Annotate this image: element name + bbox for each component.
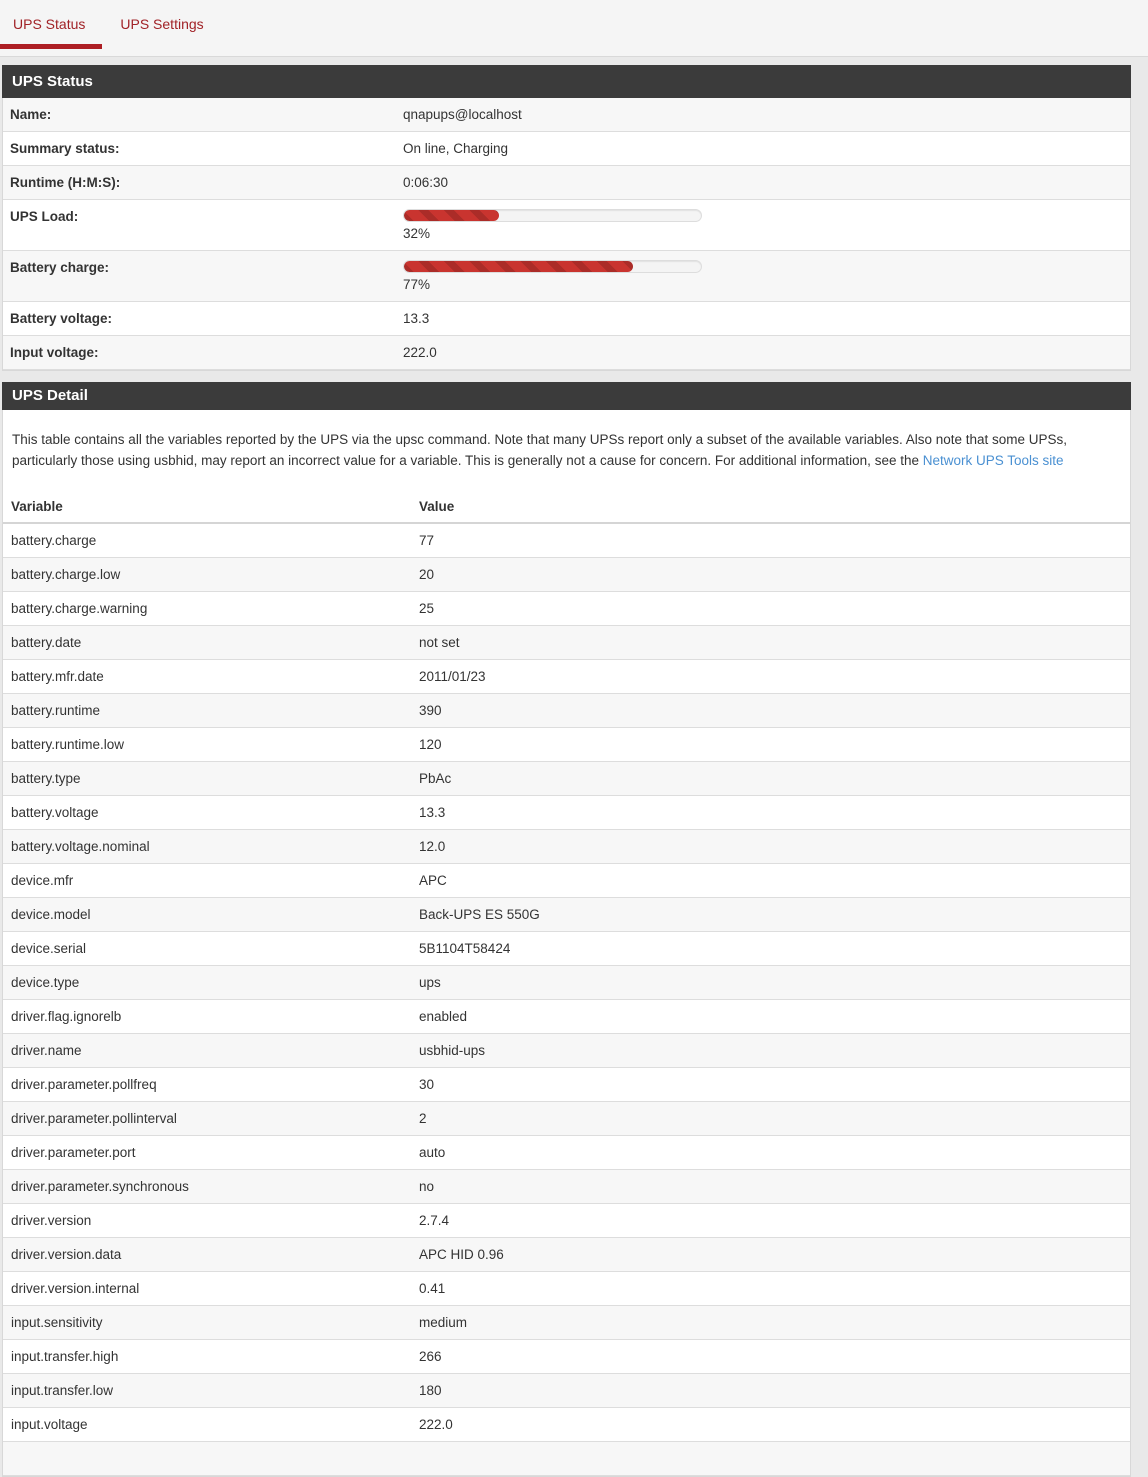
value-cell: 12.0 (411, 830, 1130, 864)
variable-cell: battery.date (3, 626, 411, 660)
variable-cell: battery.charge.warning (3, 592, 411, 626)
value-cell: 222.0 (411, 1408, 1130, 1442)
variable-cell: battery.runtime.low (3, 728, 411, 762)
value-cell: PbAc (411, 762, 1130, 796)
status-row-label: UPS Load: (10, 209, 79, 224)
table-row (3, 728, 1130, 762)
value-cell: 120 (411, 728, 1130, 762)
tab-bar (0, 0, 1148, 57)
status-row (3, 302, 1130, 336)
tab-ups-settings[interactable]: UPS Settings (120, 16, 204, 32)
variable-cell: driver.flag.ignorelb (3, 1000, 411, 1034)
value-cell: ups (411, 966, 1130, 1000)
value-cell: no (411, 1170, 1130, 1204)
table-row (3, 1306, 1130, 1340)
variable-cell: driver.version.data (3, 1238, 411, 1272)
table-row (3, 626, 1130, 660)
variable-cell: driver.version (3, 1204, 411, 1238)
variable-cell: input.sensitivity (3, 1306, 411, 1340)
progress-bar-fill (404, 210, 499, 221)
table-row (3, 1136, 1130, 1170)
value-cell: 390 (411, 694, 1130, 728)
variable-cell: input.transfer.high (3, 1340, 411, 1374)
value-cell: 2 (411, 1102, 1130, 1136)
value-cell: medium (411, 1306, 1130, 1340)
status-row-value: qnapups@localhost (403, 107, 522, 122)
page-content (2, 65, 1131, 1477)
variable-cell: battery.voltage.nominal (3, 830, 411, 864)
variable-cell: device.serial (3, 932, 411, 966)
table-row (3, 830, 1130, 864)
value-cell: APC HID 0.96 (411, 1238, 1130, 1272)
variable-cell: driver.parameter.pollfreq (3, 1068, 411, 1102)
table-header-row (3, 491, 1130, 523)
variable-cell: battery.mfr.date (3, 660, 411, 694)
variable-cell: driver.parameter.pollinterval (3, 1102, 411, 1136)
table-row (3, 1238, 1130, 1272)
value-cell (411, 1442, 1130, 1476)
variable-cell: battery.runtime (3, 694, 411, 728)
variable-cell: battery.voltage (3, 796, 411, 830)
table-row (3, 1408, 1130, 1442)
variable-cell: driver.parameter.synchronous (3, 1170, 411, 1204)
table-row (3, 796, 1130, 830)
status-row-label: Battery charge: (10, 260, 110, 275)
value-cell: Back-UPS ES 550G (411, 898, 1130, 932)
variable-column-header: Variable (3, 491, 411, 523)
variable-cell: input.voltage (3, 1408, 411, 1442)
network-ups-tools-link[interactable]: Network UPS Tools site (922, 453, 1064, 468)
table-row (3, 898, 1130, 932)
status-row (3, 166, 1130, 200)
variable-cell: driver.parameter.port (3, 1136, 411, 1170)
variable-cell: battery.type (3, 762, 411, 796)
status-row-value: 0:06:30 (403, 175, 449, 190)
status-row (3, 336, 1130, 370)
table-row (3, 864, 1130, 898)
variable-cell: battery.charge (3, 523, 411, 558)
variable-cell: input.transfer.low (3, 1374, 411, 1408)
value-cell: 25 (411, 592, 1130, 626)
progress-percent-label: 77% (403, 277, 431, 292)
progress-bar-fill (404, 261, 633, 272)
status-row-label: Input voltage: (10, 345, 99, 360)
status-row-label: Runtime (H:M:S): (10, 175, 121, 190)
table-row (3, 660, 1130, 694)
value-cell: 77 (411, 523, 1130, 558)
ups-status-panel (2, 65, 1131, 371)
ups-detail-description (3, 410, 1130, 491)
value-cell: auto (411, 1136, 1130, 1170)
value-cell: 13.3 (411, 796, 1130, 830)
table-row (3, 592, 1130, 626)
ups-status-rows (2, 98, 1131, 371)
value-cell: APC (411, 864, 1130, 898)
status-row (3, 132, 1130, 166)
table-row (3, 1374, 1130, 1408)
variable-cell: driver.version.internal (3, 1272, 411, 1306)
table-row (3, 558, 1130, 592)
value-cell: 266 (411, 1340, 1130, 1374)
status-row (3, 200, 1130, 251)
ups-detail-body (2, 410, 1131, 1477)
value-cell: 30 (411, 1068, 1130, 1102)
table-row-partial (3, 1442, 1130, 1476)
ups-status-panel-title: UPS Status (2, 65, 1131, 98)
value-cell: 2.7.4 (411, 1204, 1130, 1238)
table-row (3, 1034, 1130, 1068)
table-row (3, 1102, 1130, 1136)
status-row-value: 13.3 (403, 311, 430, 326)
table-row (3, 1170, 1130, 1204)
variable-cell: device.type (3, 966, 411, 1000)
value-cell: 180 (411, 1374, 1130, 1408)
value-cell: usbhid-ups (411, 1034, 1130, 1068)
ups-detail-description-text: This table contains all the variables reported by the UPS via the upsc command. Note that many UPSs report only a subset of the available variables. Also note that some UPSs, particularly those using usbhid, may report an incorrect value for a variable. This is generally not a cause for concern. For additional information, see the (12, 432, 1068, 468)
status-row-label: Summary status: (10, 141, 120, 156)
table-row (3, 1068, 1130, 1102)
tab-ups-status[interactable]: UPS Status (0, 14, 102, 57)
value-cell: 2011/01/23 (411, 660, 1130, 694)
status-row-value (403, 200, 1130, 250)
variable-cell: device.model (3, 898, 411, 932)
ups-detail-panel (2, 382, 1131, 1477)
value-cell: not set (411, 626, 1130, 660)
table-row (3, 932, 1130, 966)
variable-cell: battery.charge.low (3, 558, 411, 592)
progress-percent-label: 32% (403, 226, 431, 241)
progress-bar-track (403, 260, 702, 273)
variable-cell: driver.name (3, 1034, 411, 1068)
table-row (3, 1272, 1130, 1306)
table-row (3, 762, 1130, 796)
ups-variables-table-body (3, 523, 1130, 1476)
table-row (3, 1000, 1130, 1034)
value-cell: 5B1104T58424 (411, 932, 1130, 966)
status-row (3, 98, 1130, 132)
status-row-value: On line, Charging (403, 141, 509, 156)
table-row (3, 966, 1130, 1000)
status-row (3, 251, 1130, 302)
value-column-header: Value (411, 491, 1130, 523)
table-row (3, 694, 1130, 728)
ups-detail-panel-title: UPS Detail (2, 382, 1131, 410)
table-row (3, 523, 1130, 558)
table-row (3, 1204, 1130, 1238)
progress-bar-track (403, 209, 702, 222)
value-cell: enabled (411, 1000, 1130, 1034)
value-cell: 20 (411, 558, 1130, 592)
status-row-value (403, 251, 1130, 301)
variable-cell (3, 1442, 411, 1476)
ups-variables-table (3, 491, 1130, 1476)
status-row-label: Battery voltage: (10, 311, 113, 326)
status-row-value: 222.0 (403, 345, 437, 360)
status-row-label: Name: (10, 107, 52, 122)
value-cell: 0.41 (411, 1272, 1130, 1306)
table-row (3, 1340, 1130, 1374)
variable-cell: device.mfr (3, 864, 411, 898)
